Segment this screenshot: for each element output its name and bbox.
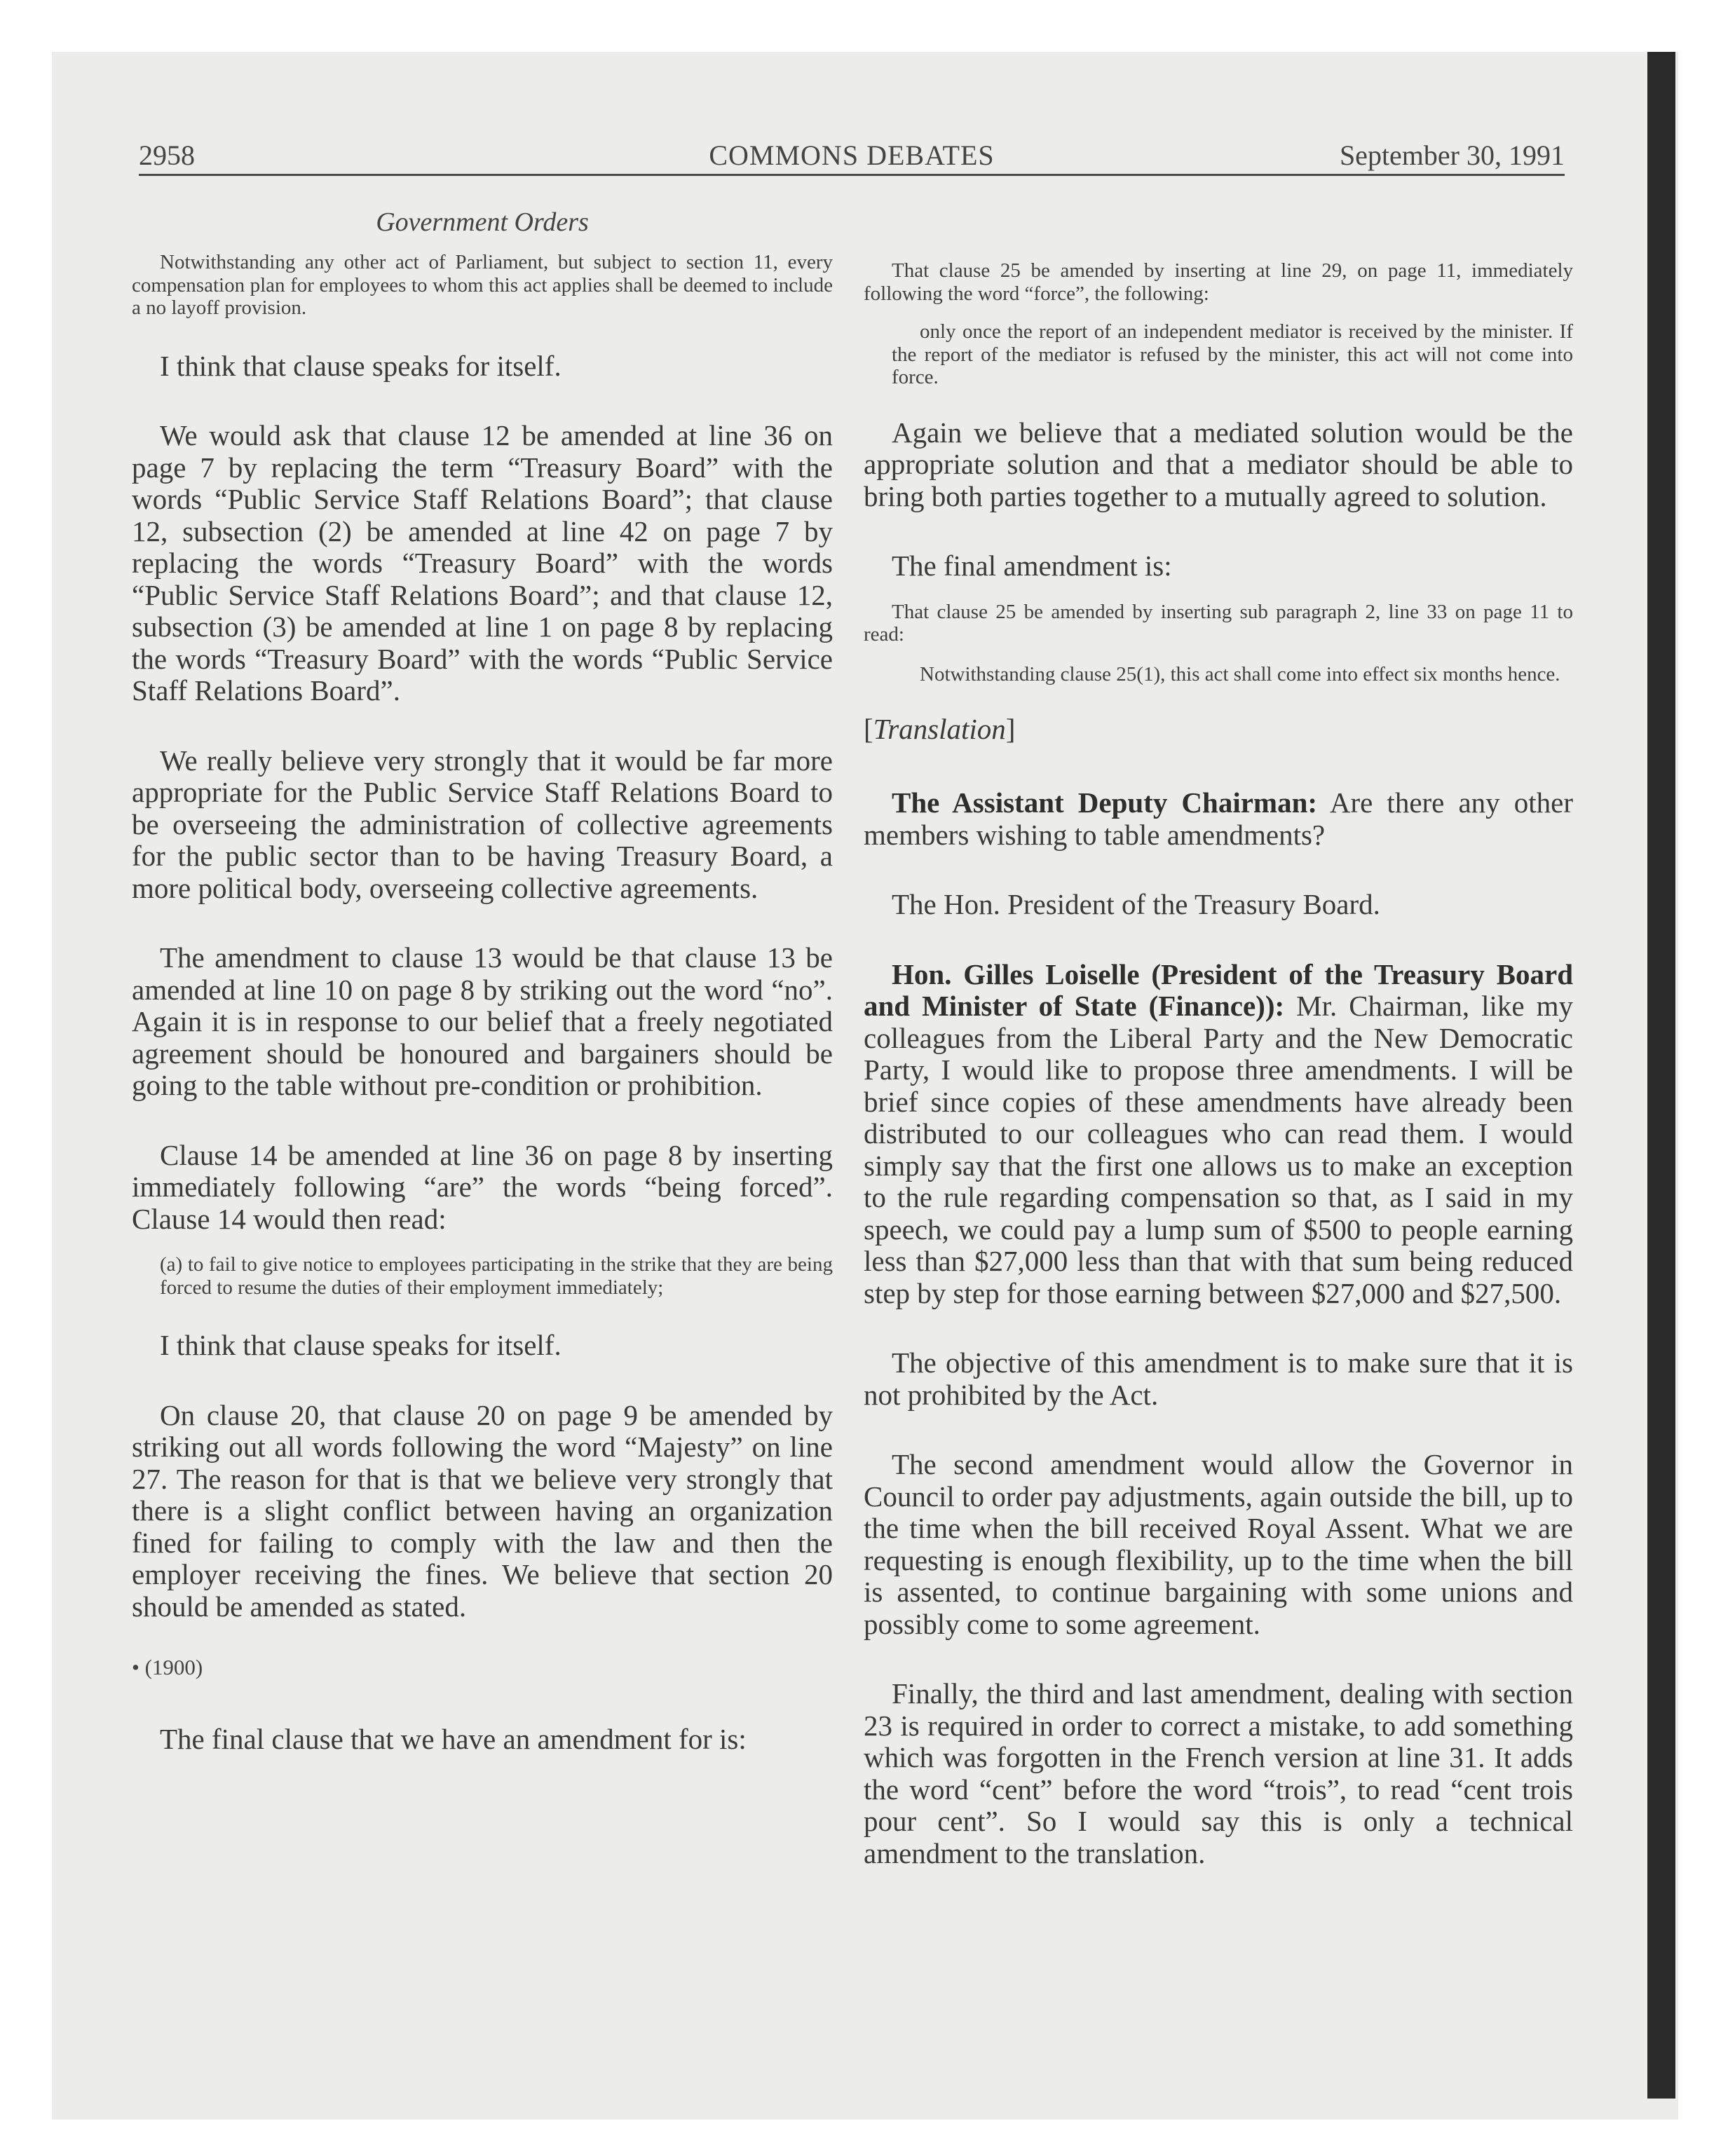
quoted-provision: Notwithstanding any other act of Parliament, but subject to section 11, every compensation plan for employees to whom this act applies shall be deemed to include a no layoff provision. xyxy=(132,251,833,319)
speech-paragraph xyxy=(864,787,1573,851)
paragraph: Clause 14 be amended at line 36 on page 8 by inserting immediately following “are” the words “being forced”. Clause 14 would then read: xyxy=(132,1138,833,1235)
paragraph: The final amendment is: xyxy=(892,550,1172,582)
paragraph: The second amendment would allow the Governor in Council to order pay adjustments, again outside the bill, up to the time when the bill received Royal Assent. What we are requesting is enough flexibility, up to the time when the bill is assented, to continue bargaining with some unions and possibly come to some agreement. xyxy=(864,1448,1573,1640)
paragraph: Finally, the third and last amendment, dealing with section 23 is required in order to correct a mistake, to add something which was forgotten in the French version at line 31. It adds the word “cent” before the word “trois”, to read “cent trois pour cent”. So I would say this is only a technical amendment to the translation. xyxy=(864,1677,1573,1869)
paragraph: On clause 20, that clause 20 on page 9 be amended by striking out all words following the word “Majesty” on line 27. The reason for that is that we believe very strongly that there is a slight conflict between having an organization fined for failing to comply with the law and then the employer receiving the fines. We believe that section 20 should be amended as stated. xyxy=(132,1398,833,1623)
quoted-amendment: That clause 25 be amended by inserting sub paragraph 2, line 33 on page 11 to read: xyxy=(864,600,1573,646)
paragraph: I think that clause speaks for itself. xyxy=(160,1329,562,1361)
page-number: 2958 xyxy=(139,139,195,171)
speaker-name: Hon. Gilles Loiselle (President of the Treasury Board and Minister of State (Finance)): xyxy=(864,957,1573,1022)
quoted-provision: only once the report of an independent mediator is received by the minister. If the report of the mediator is refused by the minister, this act will not come into force. xyxy=(892,320,1573,388)
speech-text: Mr. Chairman, like my colleagues from the Liberal Party and the New Democratic Party, I would like to propose three amendments. I will be brief since copies of these amendments have already been distributed to our colleagues who can read them. I would simply say that the first one allows us to make an exception to the rule regarding compensation so that, as I said in my speech, we could pay a lump sum of $500 to people earning less than $27,000 less than that with that sum being reduced step by step for those earning between $27,000 and $27,500. xyxy=(864,990,1573,1309)
translation-label: Translation xyxy=(873,713,1006,745)
page-header xyxy=(139,135,1565,177)
paragraph: We really believe very strongly that it would be far more appropriate for the Public Service Staff Relations Board to be overseeing the administration of collective agreements for the public sector than to be having Treasury Board, a more political body, overseeing collective agreements. xyxy=(132,744,833,904)
publication-date: September 30, 1991 xyxy=(1339,139,1565,171)
time-stamp: • (1900) xyxy=(132,1655,203,1679)
paragraph: The final clause that we have an amendment for is: xyxy=(160,1723,747,1755)
paragraph: The amendment to clause 13 would be that clause 13 be amended at line 10 on page 8 by striking out the word “no”. Again it is in response to our belief that a freely negotiated agreement should be honoured and bargainers should be going to the table without pre-condition or prohibition. xyxy=(132,941,833,1101)
section-heading: Government Orders xyxy=(376,207,589,237)
speaker-name: The Assistant Deputy Chairman: xyxy=(892,786,1318,819)
translation-marker xyxy=(864,714,1573,745)
paragraph: The objective of this amendment is to make sure that it is not prohibited by the Act. xyxy=(864,1346,1573,1411)
quoted-provision: Notwithstanding clause 25(1), this act shall come into effect six months hence. xyxy=(920,662,1560,685)
paragraph: Again we believe that a mediated solution would be the appropriate solution and that a mediator should be able to bring both parties together to a mutually agreed to solution. xyxy=(864,416,1573,512)
right-column xyxy=(864,203,1573,1907)
header-rule xyxy=(139,174,1565,176)
paragraph: The Hon. President of the Treasury Board. xyxy=(892,888,1380,920)
left-column xyxy=(132,203,833,1794)
paragraph: We would ask that clause 12 be amended at line 36 on page 7 by replacing the term “Treasury Board” with the words “Public Service Staff Relations Board”; that clause 12, subsection (2) be amended at line 42 on page 7 by replacing the words “Treasury Board” with the words “Public Service Staff Relations Board”; and that clause 12, subsection (3) be amended at line 1 on page 8 by replacing the words “Treasury Board” with the words “Public Service Staff Relations Board”. xyxy=(132,419,833,707)
bracket: [ xyxy=(864,713,873,745)
speech-paragraph xyxy=(864,959,1573,1310)
scan-edge-bar xyxy=(1647,52,1675,2099)
quoted-provision: (a) to fail to give notice to employees participating in the strike that they are being forced to resume the duties of their employment immediately; xyxy=(160,1253,833,1299)
bracket: ] xyxy=(1005,713,1016,745)
paragraph: I think that clause speaks for itself. xyxy=(160,349,562,382)
publication-title: COMMONS DEBATES xyxy=(709,139,995,171)
quoted-amendment: That clause 25 be amended by inserting at line 29, on page 11, immediately following the word “force”, the following: xyxy=(864,259,1573,305)
speech-text: Are there any other members wishing to table amendments? xyxy=(864,786,1574,851)
